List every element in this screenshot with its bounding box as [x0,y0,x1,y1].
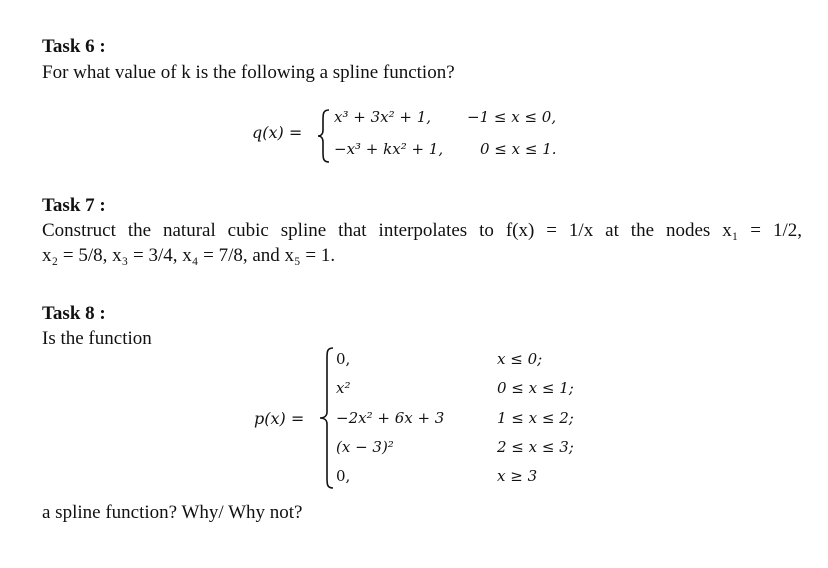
task8-left-brace [318,346,336,490]
task8-heading: Task 8 : [42,303,106,324]
task7-line-2: x₂ = 5/8, x₃ = 3/4, x₄ = 7/8, and x₅ = 1. [42,245,336,266]
task7-line-1: Construct the natural cubic spline that interpolates to f(x) = 1/x at the nodes x₁ = 1/2, [42,220,802,241]
task6-case-1-cond: −1 ≤ x ≤ 0, [467,108,557,126]
task6-left-brace [316,108,332,164]
task6-lhs: q(x) = [252,123,303,142]
task8-case-5-expr: 0, [336,467,351,485]
task8-lhs: p(x) = [254,409,305,428]
task6-case-1-expr: x³ + 3x² + 1, [334,108,432,126]
task8-case-1-cond: x ≤ 0; [497,350,543,368]
task8-closing: a spline function? Why/ Why not? [42,502,303,523]
task8-case-1-expr: 0, [336,350,351,368]
task6-question: For what value of k is the following a spline function? [42,62,455,83]
task8-case-2-cond: 0 ≤ x ≤ 1; [497,379,574,397]
task8-intro: Is the function [42,328,152,349]
task8-case-3-expr: −2x² + 6x + 3 [336,409,445,427]
task7-heading: Task 7 : [42,195,106,216]
task8-case-3-cond: 1 ≤ x ≤ 2; [497,409,574,427]
task8-case-4-cond: 2 ≤ x ≤ 3; [497,438,574,456]
task8-case-4-expr: (x − 3)² [336,438,394,456]
task8-case-5-cond: x ≥ 3 [497,467,538,485]
task6-case-2-expr: −x³ + kx² + 1, [334,140,444,158]
task8-case-2-expr: x² [336,379,351,397]
task6-heading: Task 6 : [42,36,106,57]
task6-case-2-cond: 0 ≤ x ≤ 1. [480,140,557,158]
